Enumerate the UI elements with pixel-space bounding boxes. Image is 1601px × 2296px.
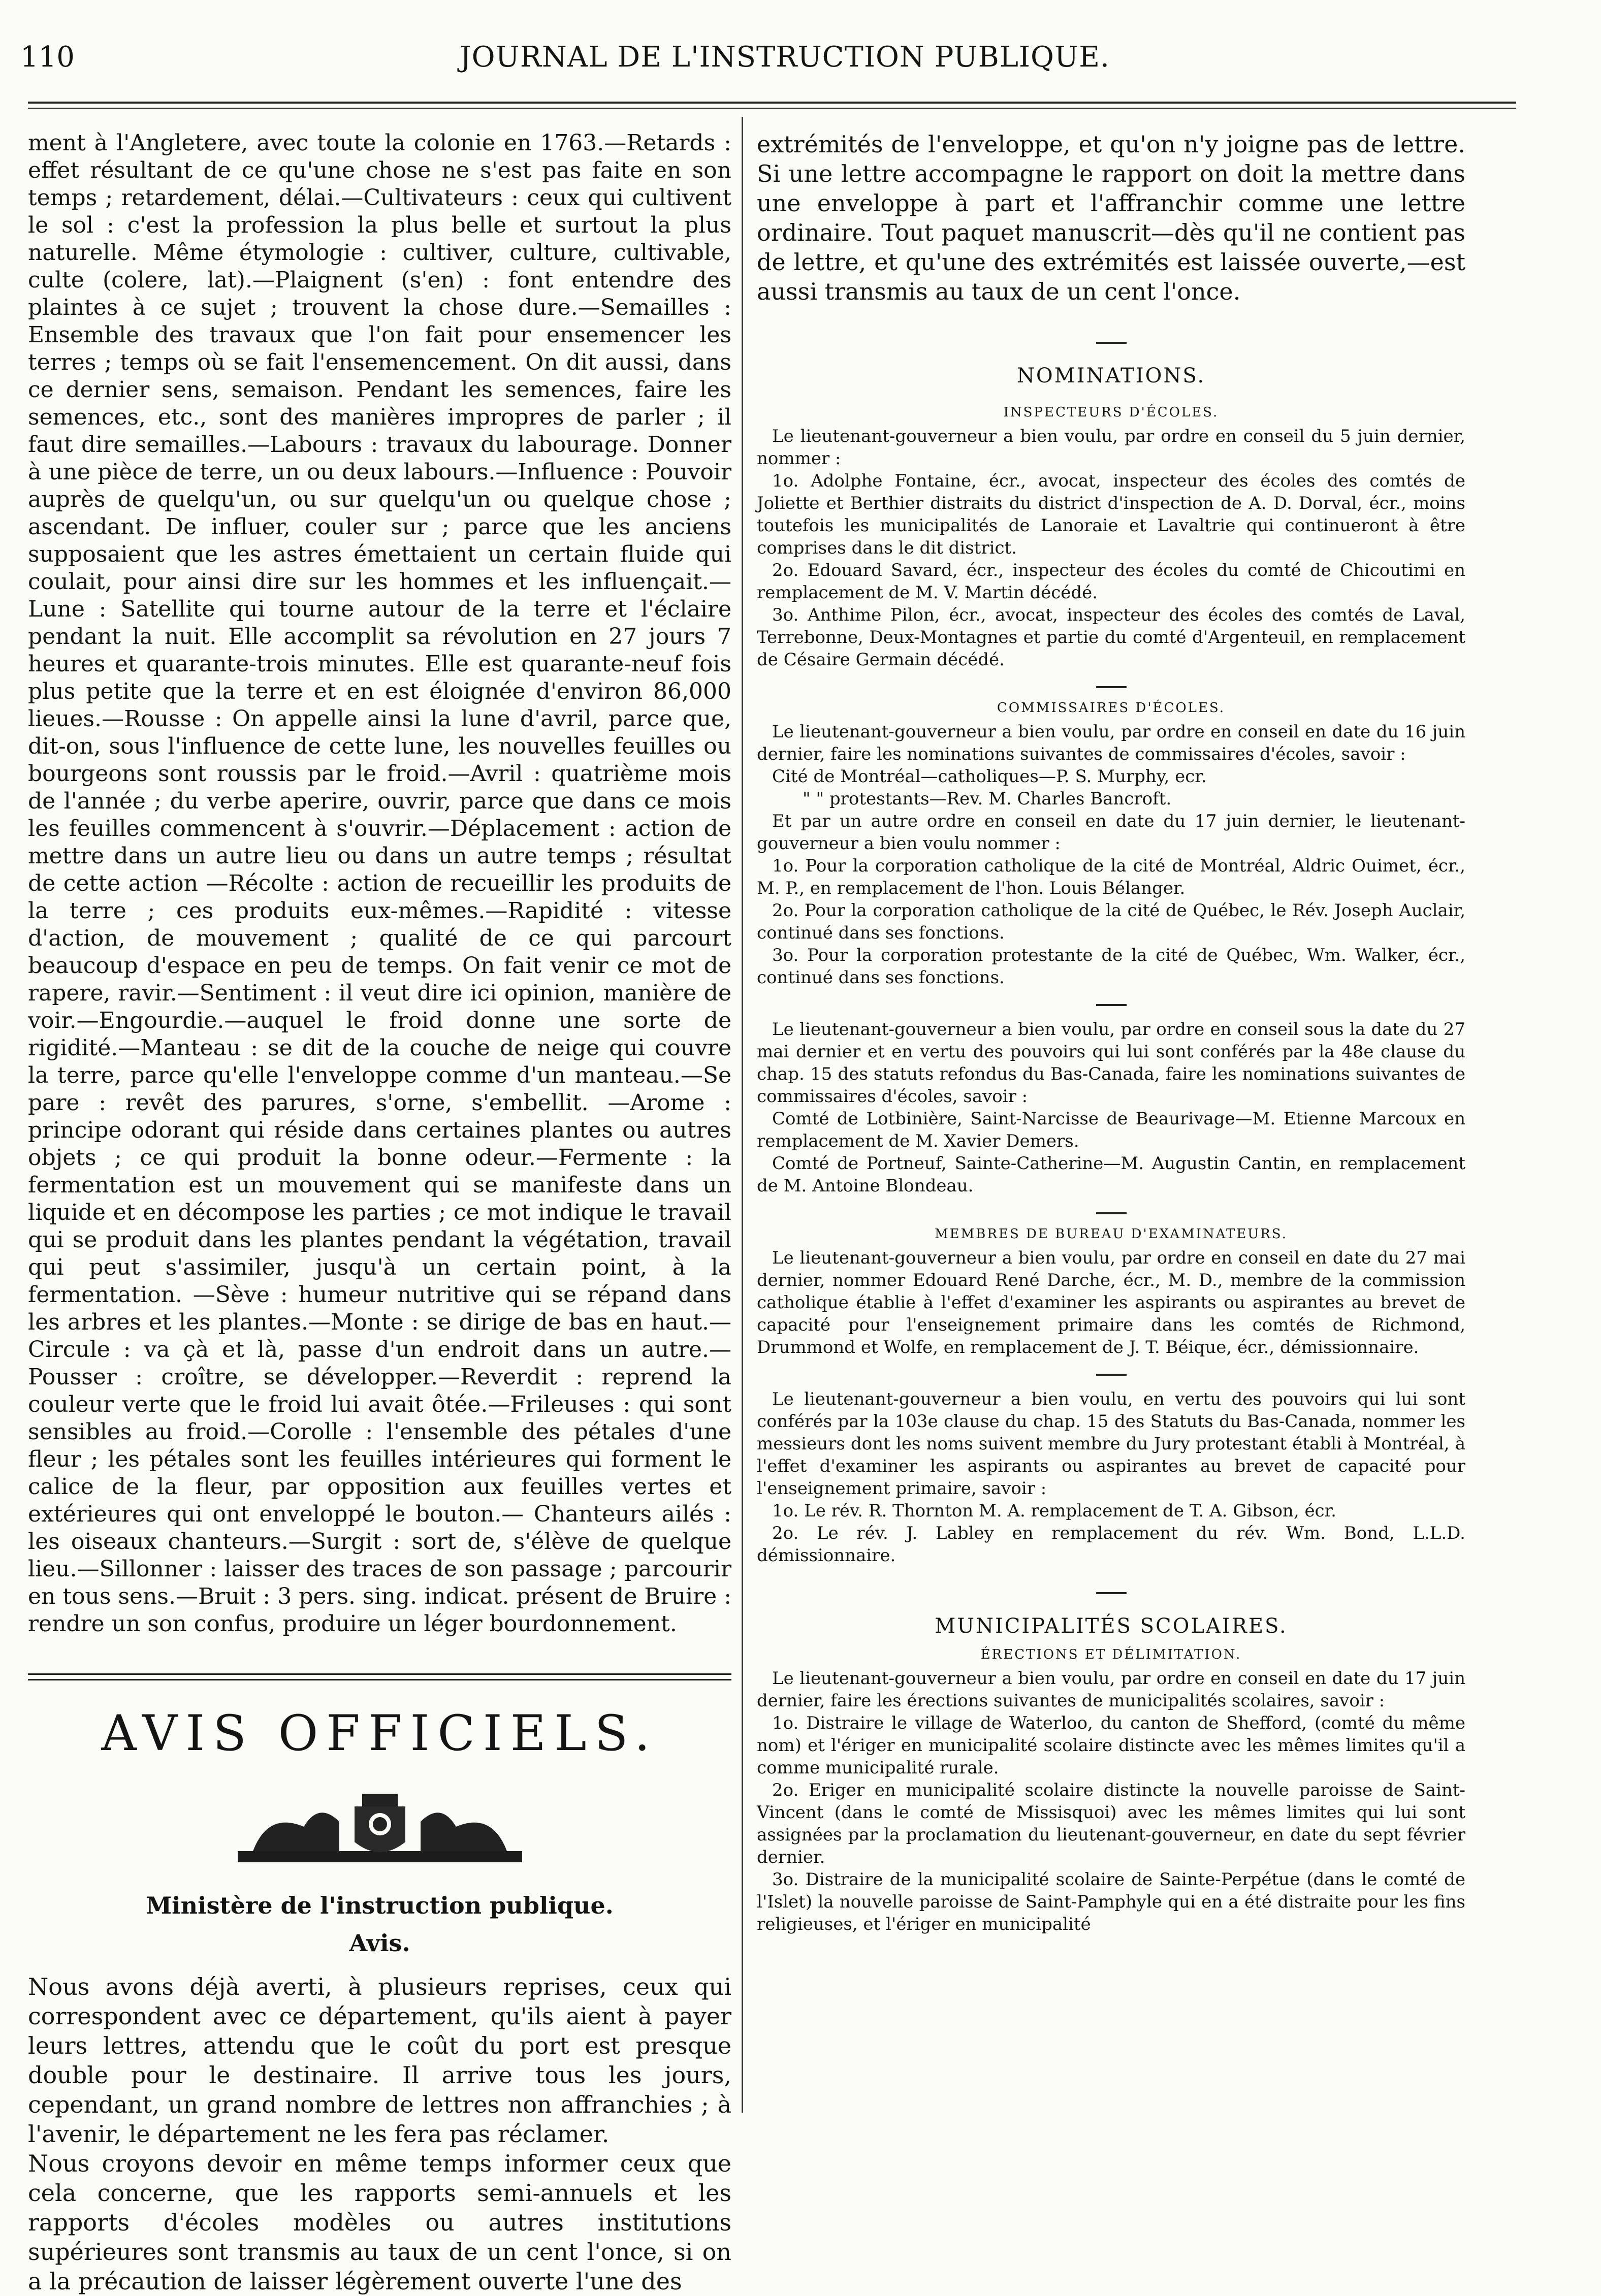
commissaires2-paragraph: Le lieutenant-gouverneur a bien voulu, par ordre en conseil sous la date du 27 mai dernier et en vertu des pouvoirs qui lui sont conférés par la 48e clause du chap. 15 des statuts refondus du Bas-Canada, faire les nominations suivantes de commissaires d'écoles, savoir : [757,1019,1465,1107]
commissaires-title: COMMISSAIRES D'ÉCOLES. [997,700,1226,716]
municipalites-paragraph: 3o. Distraire de la municipalité scolaire de Sainte-Perpétue (dans le comté de l'Islet) la nouvelle paroisse de Saint-Pamphyle qui en a été distraite pour les fins religieuses, et l'ériger en municipalité [757,1869,1465,1934]
inspecteurs-title: INSPECTEURS D'ÉCOLES. [1003,405,1219,420]
short-rule [1096,1004,1127,1006]
avis-paragraph: Nous avons déjà averti, à plusieurs reprises, ceux qui correspondent avec ce département, qu'ils aient à payer leurs lettres, attendu que le coût du port est presque double pour le destinaire. Il arrive tous les jours, cependant, un grand nombre de lettres non affranchies ; à l'avenir, le département ne les fera pas réclamer. [28,1973,731,2148]
short-rule [1096,686,1127,688]
commissaires-paragraph: Cité de Montréal—catholiques—P. S. Murphy, ecr. [772,766,1207,787]
short-rule [1096,1374,1127,1376]
section-double-rule [28,1673,731,1680]
inspecteurs-paragraph: Le lieutenant-gouverneur a bien voulu, par ordre en conseil du 5 juin dernier, nommer : [757,426,1465,469]
royal-arms-ornament-icon [238,1791,522,1872]
journal-title: JOURNAL DE L'INSTRUCTION PUBLIQUE. [460,41,1110,74]
page-number: 110 [20,41,75,74]
municipalites-paragraph: 1o. Distraire le village de Waterloo, du canton de Shefford, (comté du même nom) et l'ériger en municipalité scolaire distincte avec les mêmes limites qu'il a comme municipalité rurale. [757,1713,1465,1778]
commissaires-paragraph: " " protestants—Rev. M. Charles Bancroft. [803,789,1172,809]
short-rule [1096,342,1127,344]
municipalites-title: MUNICIPALITÉS SCOLAIRES. [935,1614,1288,1638]
avis-subtitle: Avis. [349,1929,410,1957]
bureau-title: MEMBRES DE BUREAU D'EXAMINATEURS. [935,1226,1288,1242]
bureau-paragraph: Le lieutenant-gouverneur a bien voulu, par ordre en conseil en date du 27 mai dernier, nommer Edouard René Darche, écr., M. D., membre de la commission catholique établie à l'effet d'examiner les aspirants ou aspirantes au brevet de capacité pour l'enseignement primaire dans les comtés de Richmond, Drummond et Wolfe, en remplacement de J. T. Béique, écr., démissionnaire. [757,1248,1465,1357]
commissaires2-paragraph: Comté de Lotbinière, Saint-Narcisse de Beaurivage—M. Etienne Marcoux en remplacement de M. Xavier Demers. [757,1109,1465,1151]
inspecteurs-paragraph: 1o. Adolphe Fontaine, écr., avocat, inspecteur des écoles des comtés de Joliette et Berthier distraits du district d'inspection de A. D. Dorval, écr., moins toutefois les municipalités de Lanoraie et Lavaltrie qui continueront à être comprises dans le dit district. [757,471,1465,558]
jury-paragraph: 1o. Le rév. R. Thornton M. A. remplacement de T. A. Gibson, écr. [772,1501,1336,1521]
erections-title: ÉRECTIONS ET DÉLIMITATION. [980,1647,1242,1662]
avis-body [28,1972,731,2296]
ministry-title: Ministère de l'instruction publique. [146,1892,614,1919]
avis-continuation-block [757,130,1465,306]
municipalites-paragraph: Le lieutenant-gouverneur a bien voulu, par ordre en conseil en date du 17 juin dernier, faire les érections suivantes de municipalités scolaires, savoir : [757,1668,1465,1711]
short-rule [1096,1212,1127,1214]
header-rule [28,102,1516,104]
commissaires2-paragraph: Comté de Portneuf, Sainte-Catherine—M. Augustin Cantin, en remplacement de M. Antoine Blondeau. [757,1153,1465,1196]
avis-officiels-banner: AVIS OFFICIELS. [101,1705,658,1762]
left-column [28,130,731,2296]
right-column [757,130,1465,1935]
inspecteurs-paragraph: 2o. Edouard Savard, écr., inspecteur des écoles du comté de Chicoutimi en remplacement de M. V. Martin décédé. [757,560,1465,603]
vocabulary-block [28,130,731,1638]
avis-paragraph: Nous croyons devoir en même temps informer ceux que cela concerne, que les rapports semi-annuels et les rapports d'écoles modèles ou autres institutions supérieures sont transmis au taux de un cent l'once, si on a la précaution de laisser légèrement ouverte l'une des [28,2150,731,2295]
jury-paragraph: 2o. Le rév. J. Labley en remplacement du rév. Wm. Bond, L.L.D. démissionnaire. [757,1523,1465,1566]
short-rule [1096,1592,1127,1594]
header-rule-thin [28,108,1516,109]
commissaires-paragraph: 3o. Pour la corporation protestante de la cité de Québec, Wm. Walker, écr., continué dans ses fonctions. [757,945,1465,988]
vocabulary-paragraph: ment à l'Angletere, avec toute la colonie en 1763.—Retards : effet résultant de ce qu'une chose ne s'est pas faite en son temps ; retardement, délai.—Cultivateurs : ceux qui cultivent le sol : c'est la profession la plus belle et surtout la plus naturelle. Même étymologie : cultiver, culture, cultivable, culte (colere, lat).—Plaignent (s'en) : font entendre des plaintes à ce sujet ; trouvent la chose dure.—Semailles : Ensemble des travaux que l'on fait pour ensemencer les terres ; temps où se fait l'ensemencement. On dit aussi, dans ce dernier sens, semaison. Pendant les semences, faire les semences, etc., sont des manières impropres de parler ; il faut dire semailles.—Labours : travaux du labourage. Donner à une pièce de terre, un ou deux labours.—Influence : Pouvoir auprès de quelqu'un, ou sur quelqu'un ou quelque chose ; ascendant. De influer, couler sur ; parce que les anciens supposaient que les astres émettaient un certain fluide qui coulait, pour ainsi dire sur les hommes et les influençait.—Lune : Satellite qui tourne autour de la terre et l'éclaire pendant la nuit. Elle accomplit sa révolution en 27 jours 7 heures et quarante-trois minutes. Elle est quarante-neuf fois plus petite que la terre et en est éloignée d'environ 86,000 lieues.—Rousse : On appelle ainsi la lune d'avril, parce que, dit-on, sous l'influence de cette lune, les nouvelles feuilles ou bourgeons sont roussis par le froid.—Avril : quatrième mois de l'année ; du verbe aperire, ouvrir, parce que dans ce mois les feuilles commencent à s'ouvrir.—Déplacement : action de mettre dans un autre lieu ou dans un autre temps ; résultat de cette action —Récolte : action de recueillir les produits de la terre ; ces produits eux-mêmes.—Rapidité : vitesse d'action, de mouvement ; qualité de ce qui parcourt beaucoup d'espace en peu de temps. On fait venir ce mot de rapere, ravir.—Sentiment : il veut dire ici opinion, manière de voir.—Engourdie.—auquel le froid donne une sorte de rigidité.—Manteau : se dit de la couche de neige qui couvre la terre, parce qu'elle l'enveloppe comme d'un manteau.—Se pare : revêt des parures, s'orne, s'embellit. —Arome : principe odorant qui réside dans certaines plantes ou autres objets ; ce qui produit la bonne odeur.—Fermente : la fermentation est un mouvement qui se manifeste dans un liquide et en décompose les parties ; ce mot indique le travail qui se produit dans les plantes pendant la végétation, travail qui peut s'assimiler, jusqu'à un certain point, à la fermentation. —Sève : humeur nutritive qui se répand dans les arbres et les plantes.—Monte : se dirige de bas en haut.—Circule : va çà et là, passe d'un endroit dans un autre.—Pousser : croître, se développer.—Reverdit : reprend la couleur verte que le froid lui avait ôtée.—Frileuses : qui sont sensibles au froid.—Corolle : l'ensemble des pétales d'une fleur ; les pétales sont les feuilles intérieures qui forment le calice de la fleur, par opposition aux feuilles vertes et extérieures qui ont enveloppé le bouton.— Chanteurs ailés : les oiseaux chanteurs.—Surgit : sort de, s'élève de quelque lieu.—Sillonner : laisser des traces de son passage ; parcourir en tous sens.—Bruit : 3 pers. sing. indicat. présent de Bruire : rendre un son confus, produire un léger bourdonnement. [28,130,732,1637]
page-header [20,41,1549,96]
commissaires-paragraph: Et par un autre ordre en conseil en date du 17 juin dernier, le lieutenant-gouverneur a bien voulu nommer : [757,811,1465,854]
commissaires-paragraph: 2o. Pour la corporation catholique de la cité de Québec, le Rév. Joseph Auclair, continué dans ses fonctions. [757,900,1465,943]
commissaires-paragraph: 1o. Pour la corporation catholique de la cité de Montréal, Aldric Ouimet, écr., M. P., en remplacement de l'hon. Louis Bélanger. [757,856,1465,898]
commissaires-paragraph: Le lieutenant-gouverneur a bien voulu, par ordre en conseil en date du 16 juin dernier, faire les nominations suivantes de commissaires d'écoles, savoir : [757,722,1465,764]
municipalites-paragraph: 2o. Eriger en municipalité scolaire distincte la nouvelle paroisse de Saint-Vincent (dans le comté de Missisquoi) avec les mêmes limites qui lui sont assignées par la proclamation du lieutenant-gouverneur, en date du sept février dernier. [757,1780,1465,1867]
nominations-title: NOMINATIONS. [1016,364,1206,387]
column-divider [742,117,743,2113]
jury-paragraph: Le lieutenant-gouverneur a bien voulu, en vertu des pouvoirs qui lui sont conférés par la 103e clause du chap. 15 des Statuts du Bas-Canada, nommer les messieurs dont les noms suivent membre du Jury protestant établi à Montréal, à l'effet d'examiner les aspirants ou aspirantes au brevet de capacité pour l'enseignement primaire, savoir : [757,1389,1465,1499]
avis-continuation: extrémités de l'enveloppe, et qu'on n'y joigne pas de lettre. Si une lettre accompagne le rapport on doit la mettre dans une enveloppe à part et l'affranchir comme une lettre ordinaire. Tout paquet manuscrit—dès qu'il ne contient pas de lettre, et qu'une des extrémités est laissée ouverte,—est aussi transmis au taux de un cent l'once. [757,131,1465,305]
inspecteurs-paragraph: 3o. Anthime Pilon, écr., avocat, inspecteur des écoles des comtés de Laval, Terrebonne, Deux-Montagnes et partie du comté d'Argenteuil, en remplacement de Césaire Germain décédé. [757,605,1465,670]
